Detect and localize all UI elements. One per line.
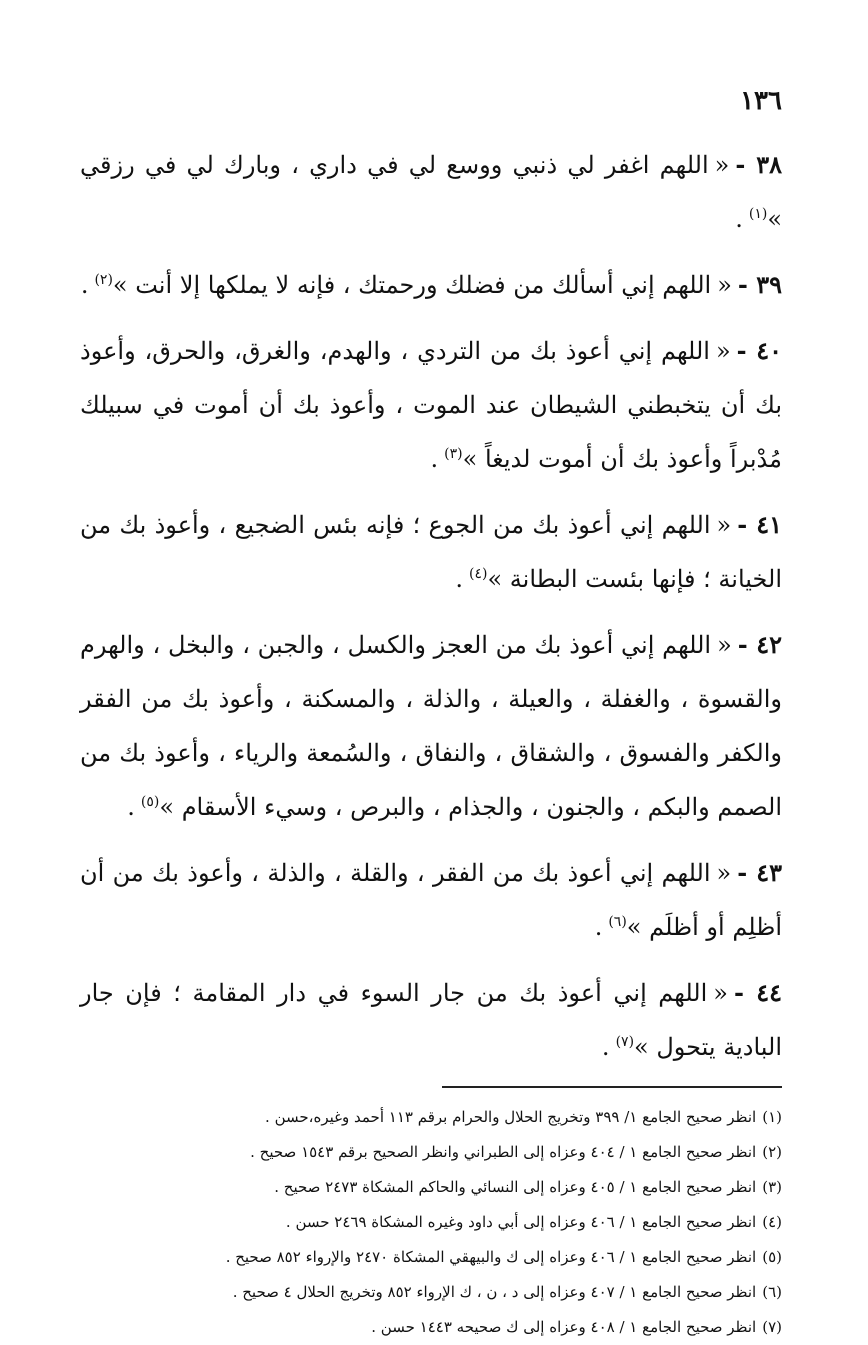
footnote-number: (٥): [762, 1248, 782, 1266]
dua-number: ٤١ -: [737, 510, 782, 539]
dua-paragraph: [80, 498, 782, 606]
dua-open-quote: «: [717, 631, 732, 659]
dua-text: اللهم إني أعوذ بك من جار السوء في دار المقامة ؛ فإن جار البادية يتحول »: [80, 979, 782, 1061]
footnote: [80, 1240, 782, 1275]
dua-text: اللهم إني أعوذ بك من العجز والكسل ، والجبن ، والبخل ، والهرم والقسوة ، والغفلة ، والعيلة ، والذلة ، والمسكنة ، وأعوذ بك من الفقر والكفر والفسوق ، والشقاق ، والنفاق ، والسُمعة والرياء ، وأعوذ بك من الصمم والبكم ، والجنون ، والجذام ، والبرص ، وسيء الأسقام »: [80, 631, 782, 821]
dua-text: اللهم إني أسألك من فضلك ورحمتك ، فإنه لا يملكها إلا أنت »: [112, 271, 712, 299]
dua-open-quote: «: [714, 151, 730, 179]
dua-end-mark: .: [594, 913, 603, 941]
footnote: [80, 1205, 782, 1240]
dua-end-mark: .: [127, 793, 135, 821]
footnote: [80, 1170, 782, 1205]
footnote-number: (٤): [762, 1213, 782, 1231]
dua-paragraph: [80, 138, 782, 246]
dua-open-quote: «: [715, 337, 731, 365]
dua-paragraph: [80, 258, 782, 312]
dua-number: ٤٢ -: [737, 630, 782, 659]
dua-paragraph: [80, 966, 782, 1074]
dua-paragraph: [80, 618, 782, 834]
footnote-reference: (٣): [444, 446, 463, 462]
footnote-number: (٣): [762, 1178, 782, 1196]
dua-number: ٣٩ -: [737, 270, 782, 299]
footnote-number: (١): [762, 1108, 782, 1126]
dua-end-mark: .: [80, 271, 89, 299]
dua-end-mark: .: [455, 565, 463, 593]
dua-end-mark: .: [430, 445, 439, 473]
dua-open-quote: «: [716, 859, 732, 887]
footnote-text: انظر صحيح الجامع ١ / ٤٠٧ وعزاه إلى د ، ن ، ك الإرواء ٨٥٢ وتخريج الحلال ٤ صحيح .: [232, 1283, 757, 1301]
footnote: [80, 1135, 782, 1170]
footnote-text: انظر صحيح الجامع ١ / ٤٠٤ وعزاه إلى الطبراني وانظر الصحيح برقم ١٥٤٣ صحيح .: [250, 1143, 757, 1161]
dua-text: اللهم اغفر لي ذنبي ووسع لي في داري ، وبارك لي في رزقي »: [80, 151, 782, 233]
footnote-number: (٢): [762, 1143, 782, 1161]
footnote-reference: (٧): [615, 1034, 635, 1050]
dua-paragraph: [80, 846, 782, 954]
dua-open-quote: «: [717, 271, 732, 299]
dua-end-mark: .: [735, 205, 743, 233]
footnote-text: انظر صحيح الجامع ١ / ٤٠٨ وعزاه إلى ك صحيحه ١٤٤٣ حسن .: [371, 1318, 757, 1336]
dua-number: ٣٨ -: [735, 150, 782, 179]
footnote: [80, 1100, 782, 1135]
dua-number: ٤٤ -: [733, 978, 782, 1007]
dua-paragraph: [80, 324, 782, 486]
dua-list: [80, 138, 782, 1074]
footnote-reference: (٤): [468, 566, 488, 582]
footnote-reference: (٥): [140, 794, 160, 810]
dua-text: اللهم إني أعوذ بك من الفقر ، والقلة ، والذلة ، وأعوذ بك من أن أظلِم أو أظلَم »: [80, 859, 782, 941]
footnote: [80, 1275, 782, 1310]
footnote-text: انظر صحيح الجامع ١ / ٤٠٦ وعزاه إلى أبي داود وغيره المشكاة ٢٤٦٩ حسن .: [285, 1213, 757, 1231]
footnote-text: انظر صحيح الجامع ١ / ٤٠٥ وعزاه إلى النسائي والحاكم المشكاة ٢٤٧٣ صحيح .: [274, 1178, 757, 1196]
footnote-reference: (٢): [94, 272, 113, 288]
dua-text: اللهم إني أعوذ بك من التردي ، والهدم، والغرق، والحرق، وأعوذ بك أن يتخبطني الشيطان عند الموت ، وأعوذ بك أن أموت في سبيلك مُدْبراً وأعوذ بك أن أموت لديغاً »: [80, 337, 782, 473]
dua-text: اللهم إني أعوذ بك من الجوع ؛ فإنه بئس الضجيع ، وأعوذ بك من الخيانة ؛ فإنها بئست البطانة »: [80, 511, 782, 593]
dua-number: ٤٠ -: [736, 336, 782, 365]
footnote-reference: (٦): [608, 914, 627, 930]
footnote: [80, 1310, 782, 1345]
footnote-text: انظر صحيح الجامع ١/ ٣٩٩ وتخريج الحلال والحرام برقم ١١٣ أحمد وغيره،حسن .: [265, 1108, 757, 1126]
dua-open-quote: «: [713, 979, 728, 1007]
page-number: ١٣٦: [740, 86, 782, 116]
footnote-text: انظر صحيح الجامع ١ / ٤٠٦ وعزاه إلى ك والبيهقي المشكاة ٢٤٧٠ والإرواء ٨٥٢ صحيح .: [225, 1248, 757, 1266]
footnote-reference: (١): [748, 206, 768, 222]
footnote-number: (٧): [762, 1318, 782, 1336]
dua-end-mark: .: [601, 1033, 610, 1061]
footnote-list: [80, 1100, 782, 1345]
dua-number: ٤٣ -: [737, 858, 782, 887]
footnote-divider: [442, 1086, 782, 1088]
dua-open-quote: «: [716, 511, 732, 539]
footnote-number: (٦): [762, 1283, 782, 1301]
